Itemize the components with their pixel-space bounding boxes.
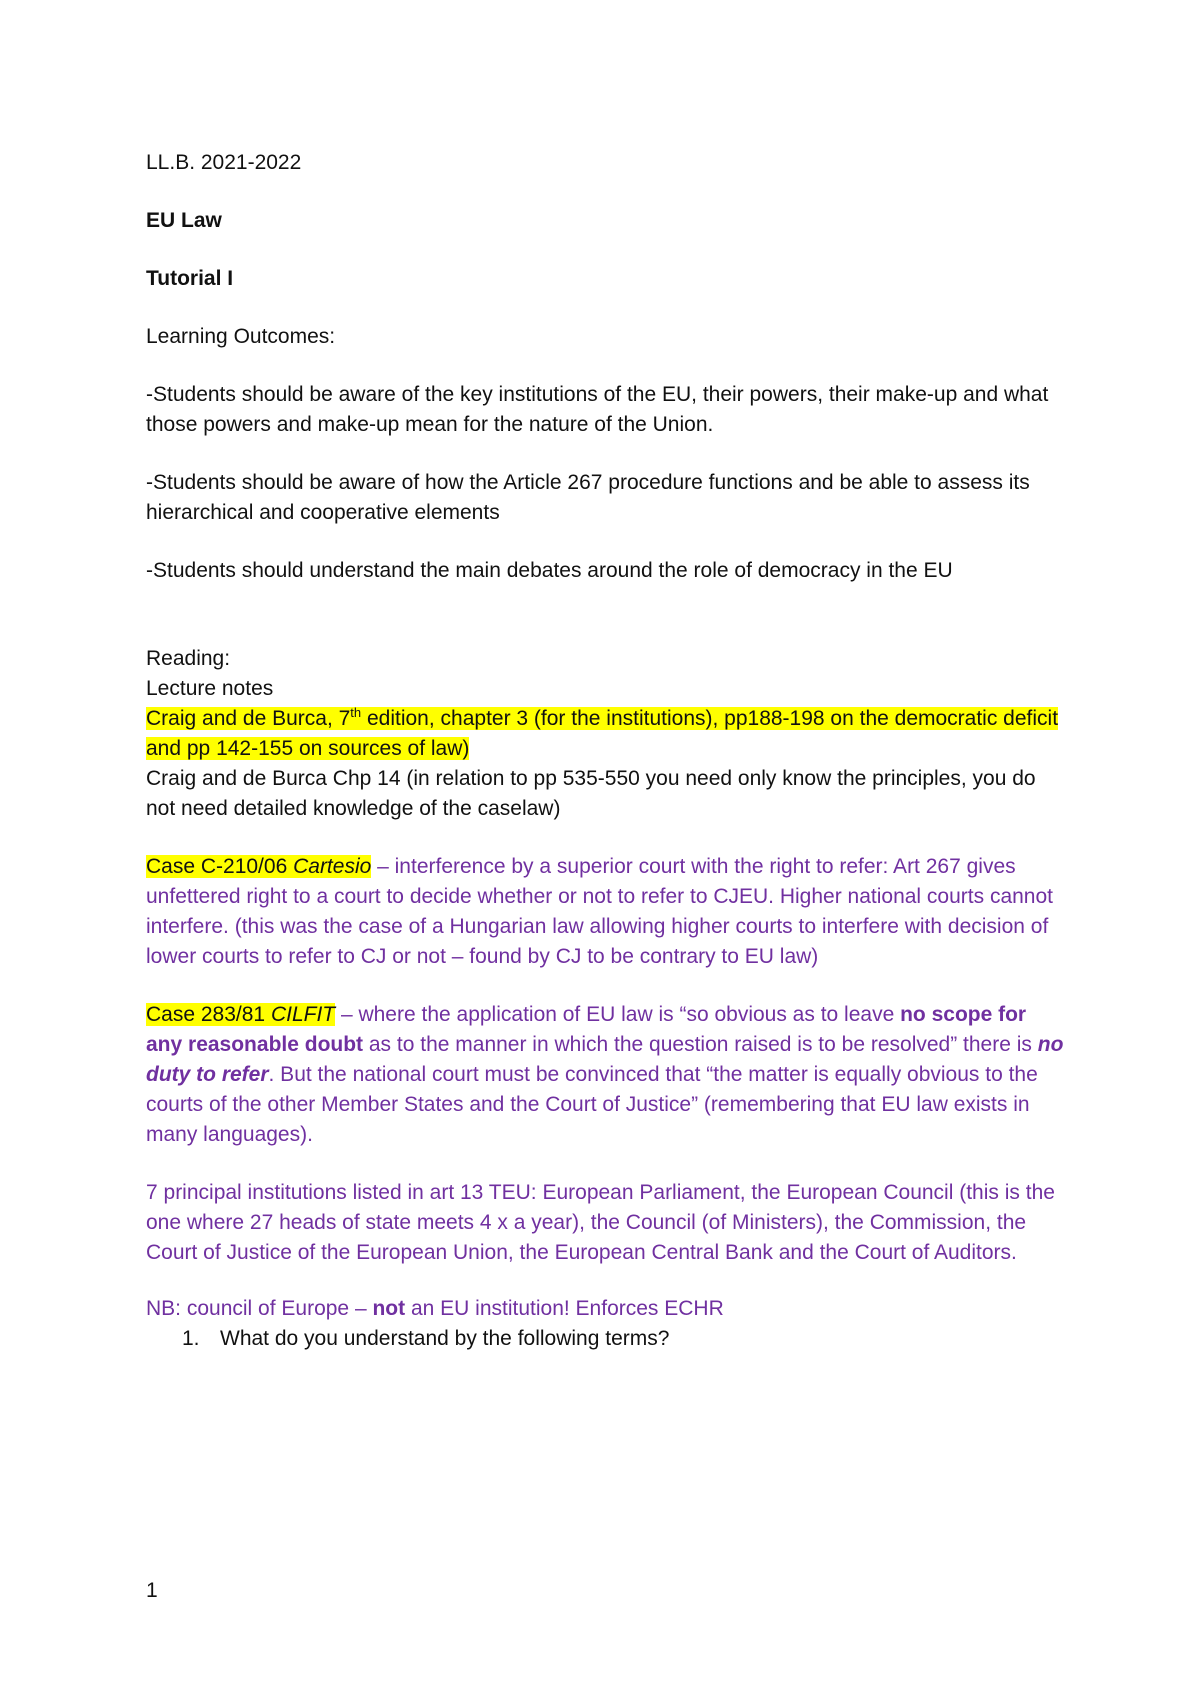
reading-heading: Reading: bbox=[146, 647, 231, 670]
question-number: 1. bbox=[182, 1327, 200, 1350]
program-year: LL.B. 2021-2022 bbox=[146, 151, 302, 174]
question-text: What do you understand by the following terms? bbox=[220, 1327, 670, 1350]
course-title: EU Law bbox=[146, 209, 222, 232]
reading-craig-chapter-14: Craig and de Burca Chp 14 (in relation to pp 535-550 you need only know the principles, you do not need detailed knowledge of the caselaw) bbox=[146, 767, 1036, 820]
highlight: Craig and de Burca, 7th edition, chapter 3 (for the institutions), pp188-198 on the democratic deficit and pp 142-155 on sources of law) bbox=[146, 705, 1059, 760]
institutions-note: 7 principal institutions listed in art 13 TEU: European Parliament, the European Council (this is the one where 27 heads of state meets 4 x a year), the Council (of Ministers), the Commission, the Court of Justice of the European Union, the European Central Bank and the Court of Auditors. bbox=[146, 1181, 1055, 1264]
learning-outcome-1: -Students should be aware of the key institutions of the EU, their powers, their make-up and what those powers and make-up mean for the nature of the Union. bbox=[146, 383, 1049, 436]
learning-outcome-2: -Students should be aware of how the Article 267 procedure functions and be able to assess its hierarchical and cooperative elements bbox=[146, 471, 1030, 524]
learning-outcomes-heading: Learning Outcomes: bbox=[146, 325, 336, 348]
case-cilfit-label: Case 283/81 CILFIT bbox=[146, 1003, 336, 1026]
document-body bbox=[146, 148, 1066, 1354]
case-cartesio: Case C-210/06 Cartesio – interference by a superior court with the right to refer: Art 267 gives unfettered right to a court to decide whether or not to refer to CJEU. Higher national courts cannot interfere. (this was the case of a Hungarian law allowing higher courts to interfere with decision of lower courts to refer to CJ or not – found by CJ to be contrary to EU law) bbox=[146, 855, 1053, 968]
question-1 bbox=[146, 1324, 1066, 1354]
case-cilfit: Case 283/81 CILFIT – where the application of EU law is “so obvious as to leave no scope for any reasonable doubt as to the manner in which the question raised is to be resolved” there is no duty to refer. But the national court must be convinced that “the matter is equally obvious to the courts of the other Member States and the Court of Justice” (remembering that EU law exists in many languages). bbox=[146, 1003, 1064, 1146]
reading-craig-chapter-3 bbox=[146, 704, 1066, 764]
case-cartesio-label: Case C-210/06 Cartesio bbox=[146, 855, 372, 878]
learning-outcome-3: -Students should understand the main debates around the role of democracy in the EU bbox=[146, 559, 953, 582]
tutorial-title: Tutorial I bbox=[146, 267, 234, 290]
reading-lecture-notes: Lecture notes bbox=[146, 677, 274, 700]
nb-note: NB: council of Europe – not an EU institution! Enforces ECHR bbox=[146, 1297, 724, 1320]
page-number: 1 bbox=[146, 1579, 158, 1602]
